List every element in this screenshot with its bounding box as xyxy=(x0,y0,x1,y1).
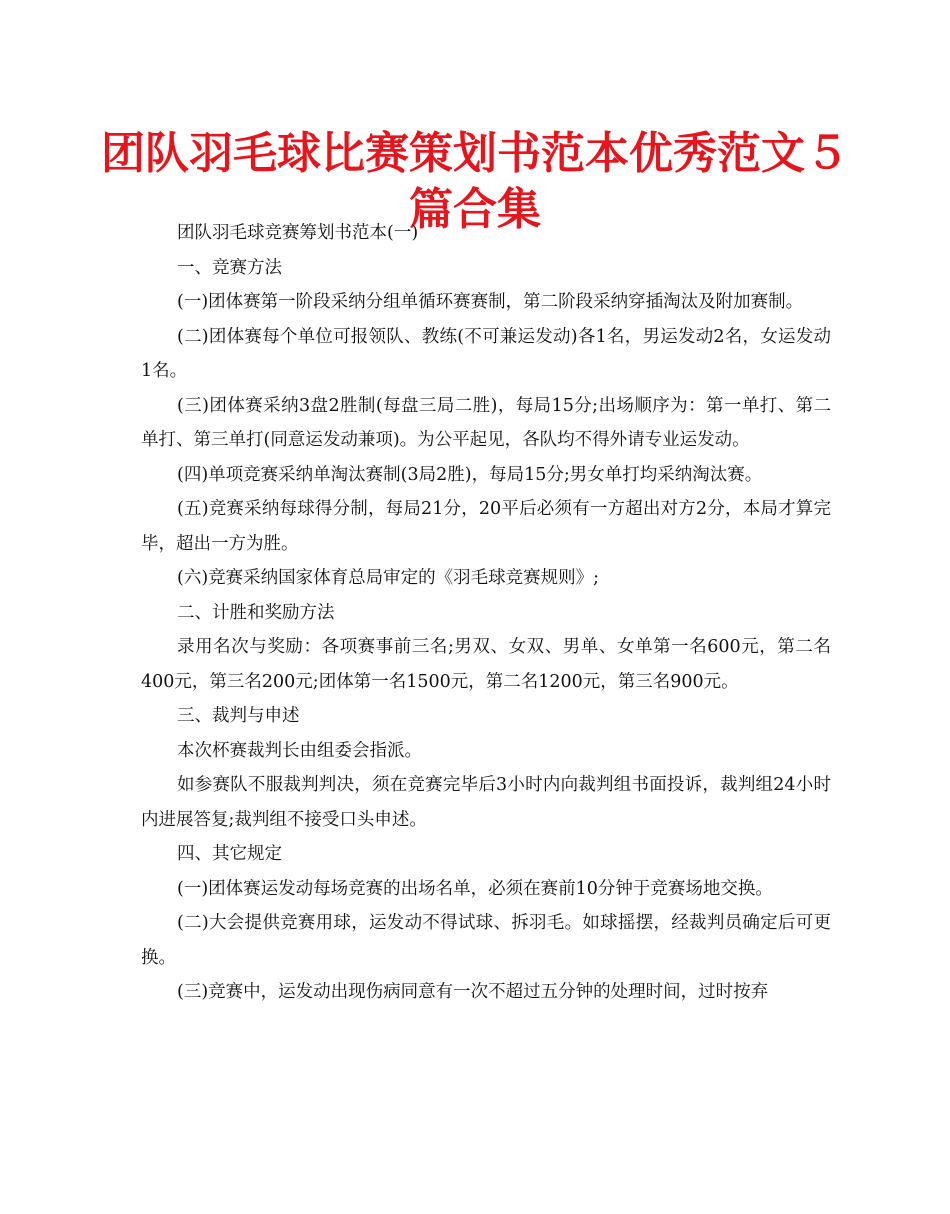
paragraph: (一)团体赛运发动每场竞赛的出场名单，必须在赛前10分钟于竞赛场地交换。 xyxy=(177,878,773,899)
paragraph: (五)竞赛采纳每球得分制，每局21分，20平后必须有一方超出对方2分，本局才算完毕，超出一方为胜。 xyxy=(141,499,831,554)
section-heading: 四、其它规定 xyxy=(177,844,282,864)
paragraph: (二)团体赛每个单位可报领队、教练(不可兼运发动)各1名，男运发动2名，女运发动1名。 xyxy=(141,326,831,381)
section-heading: 一、竞赛方法 xyxy=(177,257,282,278)
paragraph: (三)团体赛采纳3盘2胜制(每盘三局二胜)，每局15分;出场顺序为：第一单打、第二单打、第三单打(同意运发动兼项)。为公平起见，各队均不得外请专业运发动。 xyxy=(141,395,831,450)
document-body xyxy=(141,216,831,1010)
paragraph: (二)大会提供竞赛用球，运发动不得试球、拆羽毛。如球摇摆，经裁判员确定后可更换。 xyxy=(141,913,831,968)
paragraph: 录用名次与奖励：各项赛事前三名;男双、女双、男单、女单第一名600元，第二名400元，第三名200元;团体第一名1500元，第二名1200元，第三名900元。 xyxy=(141,637,831,692)
section-heading: 二、计胜和奖励方法 xyxy=(177,602,335,623)
paragraph: (一)团体赛第一阶段采纳分组单循环赛赛制，第二阶段采纳穿插淘汰及附加赛制。 xyxy=(177,292,804,312)
section-heading: 三、裁判与申述 xyxy=(177,706,300,726)
paragraph: 团队羽毛球竞赛筹划书范本(一) xyxy=(177,223,419,243)
paragraph: 如参赛队不服裁判判决，须在竞赛完毕后3小时内向裁判组书面投诉，裁判组24小时内进展答复;裁判组不接受口头申述。 xyxy=(141,775,831,830)
paragraph: (四)单项竞赛采纳单淘汰赛制(3局2胜)，每局15分;男女单打均采纳淘汰赛。 xyxy=(177,464,763,485)
document-title: 团队羽毛球比赛策划书范本优秀范文５篇合集 xyxy=(101,128,849,235)
paragraph: (三)竞赛中，运发动出现伤病同意有一次不超过五分钟的处理时间，过时按弃 xyxy=(177,982,769,1002)
paragraph: 本次杯赛裁判长由组委会指派。 xyxy=(177,740,422,761)
paragraph: (六)竞赛采纳国家体育总局审定的《羽毛球竞赛规则》; xyxy=(177,568,600,588)
